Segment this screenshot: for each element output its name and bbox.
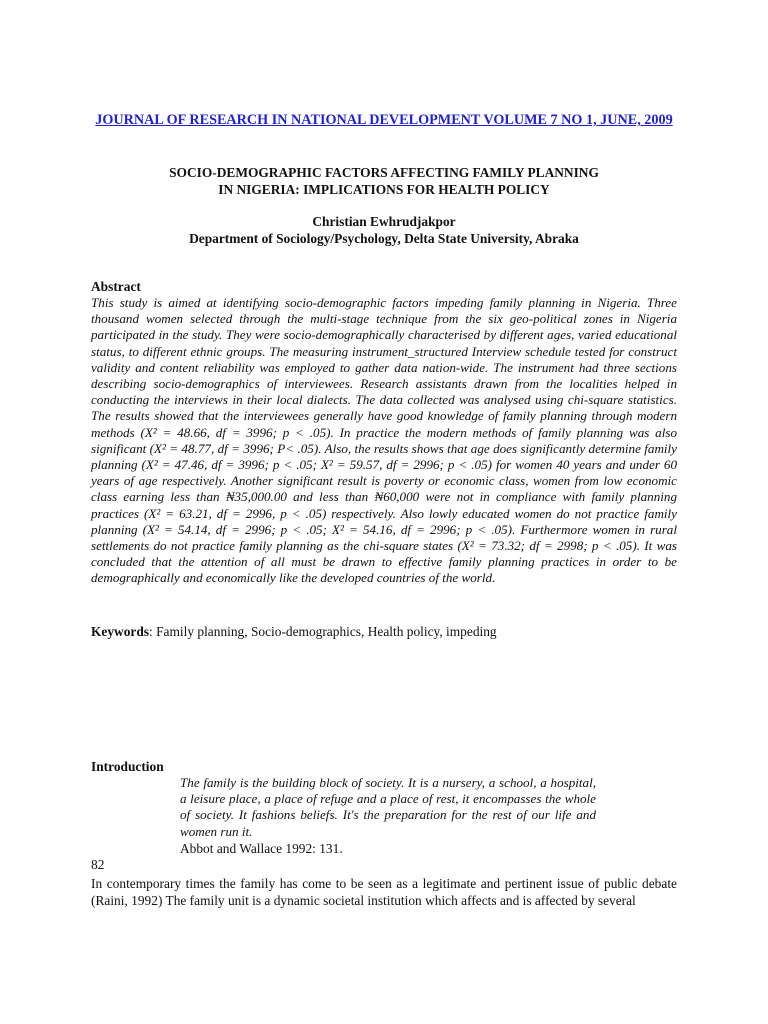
epigraph-quote: The family is the building block of society. It is a nursery, a school, a hospital, a leisure place, a place of refuge and a place of rest, it encompasses the whole of society. It fashions beliefs. It's the preparation for the rest of our life and women run it. — [180, 775, 596, 839]
keywords-list: : Family planning, Socio-demographics, Health policy, impeding — [149, 624, 497, 639]
article-title — [90, 164, 678, 198]
journal-header-link[interactable]: JOURNAL OF RESEARCH IN NATIONAL DEVELOPMENT VOLUME 7 NO 1, JUNE, 2009 — [95, 112, 673, 128]
epigraph-citation: Abbot and Wallace 1992: 131. — [180, 841, 343, 856]
author-affiliation: Department of Sociology/Psychology, Delta State University, Abraka — [189, 231, 579, 246]
article-title-line-2: IN NIGERIA: IMPLICATIONS FOR HEALTH POLICY — [218, 182, 550, 197]
introduction-heading: Introduction — [91, 759, 164, 774]
abstract-text: This study is aimed at identifying socio-demographic factors impeding family planning in Nigeria. Three thousand women selected through the multi-stage technique from the six geo-political zones in Nigeria participated in the study. They were socio-demographically characterised by different ages, varied educational status, to different ethnic groups. The measuring instrument_structured Interview schedule tested for construct validity and content reliability was employed to gather data nation-wide. The instrument had three sections describing socio-demographics of interviewees. Research assistants drawn from the localities helped in conducting the interviews in their local dialects. The data collected was analysed using chi-square statistics. The results showed that the interviewees generally have good knowledge of family planning through modern methods (X² = 48.66, df = 3996; p < .05). In practice the modern methods of family planning was also significant (X² = 48.77, df = 3996; P< .05). Also, the results shows that age does significantly determine family planning (X² = 47.46, df = 3996; p < .05; X² = 59.57, df = 2996; p < .05) for women 40 years and under 60 years of age respectively. Another significant result is poverty or economic class, women from low economic class earning less than ₦35,000.00 and less than ₦60,000 were not in compliance with family planning practices (X² = 63.21, df = 2996, p < .05) respectively. Also lowly educated women do not practice family planning (X² = 54.14, df = 2996; p < .05; X² = 54.16, df = 2996; p < .05). Furthermore women in rural settlements do not practice family planning as the chi-square states (X² = 73.32; df = 2998; p < .05). It was concluded that the attention of all must be drawn to effective family planning practices in order to be demographically and economically like the developed countries of the world. — [91, 295, 677, 586]
page-number: 82 — [91, 857, 105, 872]
introduction-paragraph: In contemporary times the family has come to be seen as a legitimate and pertinent issue of public debate (Raini, 1992) The family unit is a dynamic societal institution which affects and is affected by several — [91, 876, 677, 908]
author-name: Christian Ewhrudjakpor — [312, 214, 456, 229]
author-block — [90, 213, 678, 247]
keywords — [91, 624, 677, 640]
keywords-label: Keywords — [91, 624, 150, 639]
abstract-heading: Abstract — [91, 279, 141, 294]
article-title-line-1: SOCIO-DEMOGRAPHIC FACTORS AFFECTING FAMILY PLANNING — [169, 165, 599, 180]
